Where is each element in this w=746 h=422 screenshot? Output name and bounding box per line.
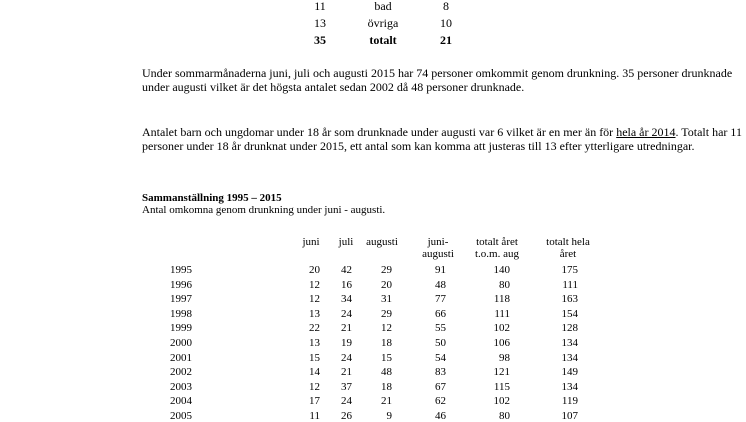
cell-augusti: 20 [381, 278, 392, 291]
cell-juni: 17 [309, 395, 320, 408]
table-row [0, 322, 746, 334]
cell-augusti: 31 [381, 293, 392, 306]
cell-year: 1999 [170, 322, 192, 335]
cell-augusti: 29 [381, 307, 392, 320]
cell-year: 2001 [170, 351, 192, 364]
cell-juni-augusti: 54 [435, 351, 446, 364]
table-row [0, 279, 746, 291]
cell-augusti: 21 [381, 395, 392, 408]
cell-juni-augusti: 48 [435, 278, 446, 291]
summary-heading [142, 192, 385, 216]
cell-juli: 24 [341, 307, 352, 320]
cell-juli: 34 [341, 293, 352, 306]
cell-totalt-hela-aret: 134 [561, 337, 578, 349]
cell-augusti: 48 [381, 366, 392, 379]
top-row-total [0, 33, 746, 47]
cell-year: 2005 [170, 410, 192, 422]
cell-juni: 12 [309, 293, 320, 306]
header-totalt-tom-aug-line2: t.o.m. aug [475, 248, 519, 260]
header-totalt-hela-aret [536, 236, 600, 260]
cell-juni-augusti: 83 [435, 366, 446, 379]
cell-juli: 19 [341, 337, 352, 349]
cell-juni-augusti: 50 [435, 337, 446, 349]
cell-juni: 14 [309, 366, 320, 379]
cell-year: 2002 [170, 366, 192, 379]
cell-juli: 24 [341, 395, 352, 408]
header-juni: juni [302, 236, 320, 248]
paragraph-children-part1: Antalet barn och ungdomar under 18 år som drunknade under augusti var 6 vilket är en mer än för [142, 125, 617, 139]
paragraph-summer-text: Under sommarmånaderna juni, juli och augusti 2015 har 74 personer omkommit genom drunkning. 35 personer drunknade under augusti vilket är det högsta antalet sedan 2002 då 48 personer drunknade. [142, 66, 733, 94]
cell-year: 1997 [170, 293, 192, 306]
cell-totalt-hela-aret: 134 [561, 380, 578, 393]
cell-totalt-tom-aug: 102 [493, 322, 510, 335]
cell-totalt-hela-aret: 154 [561, 307, 578, 320]
table-row [0, 337, 746, 349]
cell-juli: 42 [341, 264, 352, 276]
summary-subtitle: Antal omkomna genom drunkning under juni - augusti. [142, 204, 386, 216]
cell-totalt-hela-aret: 119 [561, 395, 578, 408]
table-row [0, 366, 746, 378]
header-totalt-hela-aret-line1: totalt hela [546, 236, 590, 248]
cell-totalt-hela-aret: 134 [561, 351, 578, 364]
top-row-count-b: 10 [440, 16, 452, 30]
cell-juli: 24 [341, 351, 352, 364]
cell-totalt-tom-aug: 115 [493, 380, 510, 393]
cell-totalt-tom-aug: 121 [493, 366, 510, 379]
cell-juni: 20 [309, 264, 320, 276]
header-totalt-hela-aret-line2: året [559, 248, 577, 260]
cell-juni-augusti: 67 [435, 380, 446, 393]
cell-juni: 22 [309, 322, 320, 335]
cell-year: 2004 [170, 395, 192, 408]
cell-totalt-hela-aret: 128 [561, 322, 578, 335]
cell-juni-augusti: 91 [435, 264, 446, 276]
cell-juli: 16 [341, 278, 352, 291]
cell-juli: 21 [341, 322, 352, 335]
table-row [0, 381, 746, 393]
header-juli: juli [338, 236, 354, 248]
header-totalt-tom-aug-line1: totalt året [476, 236, 518, 248]
cell-year: 2003 [170, 380, 192, 393]
top-row-count-b: 21 [440, 33, 452, 47]
cell-juni-augusti: 46 [435, 410, 446, 422]
top-row [0, 16, 746, 30]
cell-augusti: 29 [381, 264, 392, 276]
cell-totalt-tom-aug: 98 [499, 351, 510, 364]
top-row-count-b: 8 [443, 0, 449, 13]
header-totalt-tom-aug [464, 236, 530, 260]
cell-juli: 37 [341, 380, 352, 393]
top-row-count-a: 13 [314, 16, 326, 30]
top-row-count-a: 11 [314, 0, 326, 13]
table-row [0, 308, 746, 320]
cell-juni-augusti: 77 [435, 293, 446, 306]
cell-totalt-tom-aug: 80 [499, 410, 510, 422]
summary-title: Sammanställning 1995 – 2015 [142, 192, 282, 204]
cell-totalt-tom-aug: 102 [493, 395, 510, 408]
link-hela-ar-2014[interactable]: hela år 2014 [616, 125, 676, 139]
cell-augusti: 18 [381, 380, 392, 393]
table-row [0, 264, 746, 276]
cell-juni: 11 [309, 410, 320, 422]
cell-juni: 12 [309, 278, 320, 291]
paragraph-children-text [142, 125, 742, 153]
cell-year: 2000 [170, 337, 192, 349]
cell-totalt-hela-aret: 111 [562, 278, 578, 291]
paragraph-children-part2: . Totalt har 11 personer under 18 år drunknat under 2015, ett antal som kan komma att justeras till 13 efter ytterligare utredningar. [142, 125, 742, 153]
header-augusti: augusti [366, 236, 398, 248]
cell-juli: 21 [341, 366, 352, 379]
table-row [0, 410, 746, 422]
paragraph-summer [142, 66, 742, 94]
header-juni-augusti [414, 236, 462, 260]
cell-juli: 26 [341, 410, 352, 422]
cell-juni-augusti: 62 [435, 395, 446, 408]
cell-totalt-hela-aret: 107 [561, 410, 578, 422]
cell-totalt-tom-aug: 106 [493, 337, 510, 349]
cell-year: 1998 [170, 307, 192, 320]
cell-augusti: 9 [386, 410, 392, 422]
top-row-category: bad [374, 0, 392, 13]
cell-juni-augusti: 55 [435, 322, 446, 335]
cell-totalt-tom-aug: 80 [499, 278, 510, 291]
cell-totalt-hela-aret: 175 [561, 264, 578, 276]
cell-totalt-tom-aug: 118 [493, 293, 510, 306]
table-row [0, 395, 746, 407]
cell-juni: 15 [309, 351, 320, 364]
paragraph-children [142, 125, 742, 153]
cell-augusti: 18 [381, 337, 392, 349]
cell-augusti: 15 [381, 351, 392, 364]
table-row [0, 293, 746, 305]
header-juni-augusti-line2: augusti [422, 248, 454, 260]
cell-juni: 12 [309, 380, 320, 393]
table-row [0, 352, 746, 364]
cell-year: 1996 [170, 278, 192, 291]
cell-augusti: 12 [381, 322, 392, 335]
cell-totalt-tom-aug: 140 [493, 264, 510, 276]
top-row-category: övriga [367, 16, 399, 30]
cell-juni: 13 [309, 337, 320, 349]
top-row-count-a: 35 [314, 33, 326, 47]
top-row [0, 0, 746, 13]
cell-totalt-hela-aret: 149 [561, 366, 578, 379]
cell-juni-augusti: 66 [435, 307, 446, 320]
header-juni-augusti-line1: juni- [427, 236, 449, 248]
cell-year: 1995 [170, 264, 192, 276]
top-row-category: totalt [369, 33, 397, 47]
cell-juni: 13 [309, 307, 320, 320]
cell-totalt-tom-aug: 111 [494, 307, 510, 320]
cell-totalt-hela-aret: 163 [561, 293, 578, 306]
